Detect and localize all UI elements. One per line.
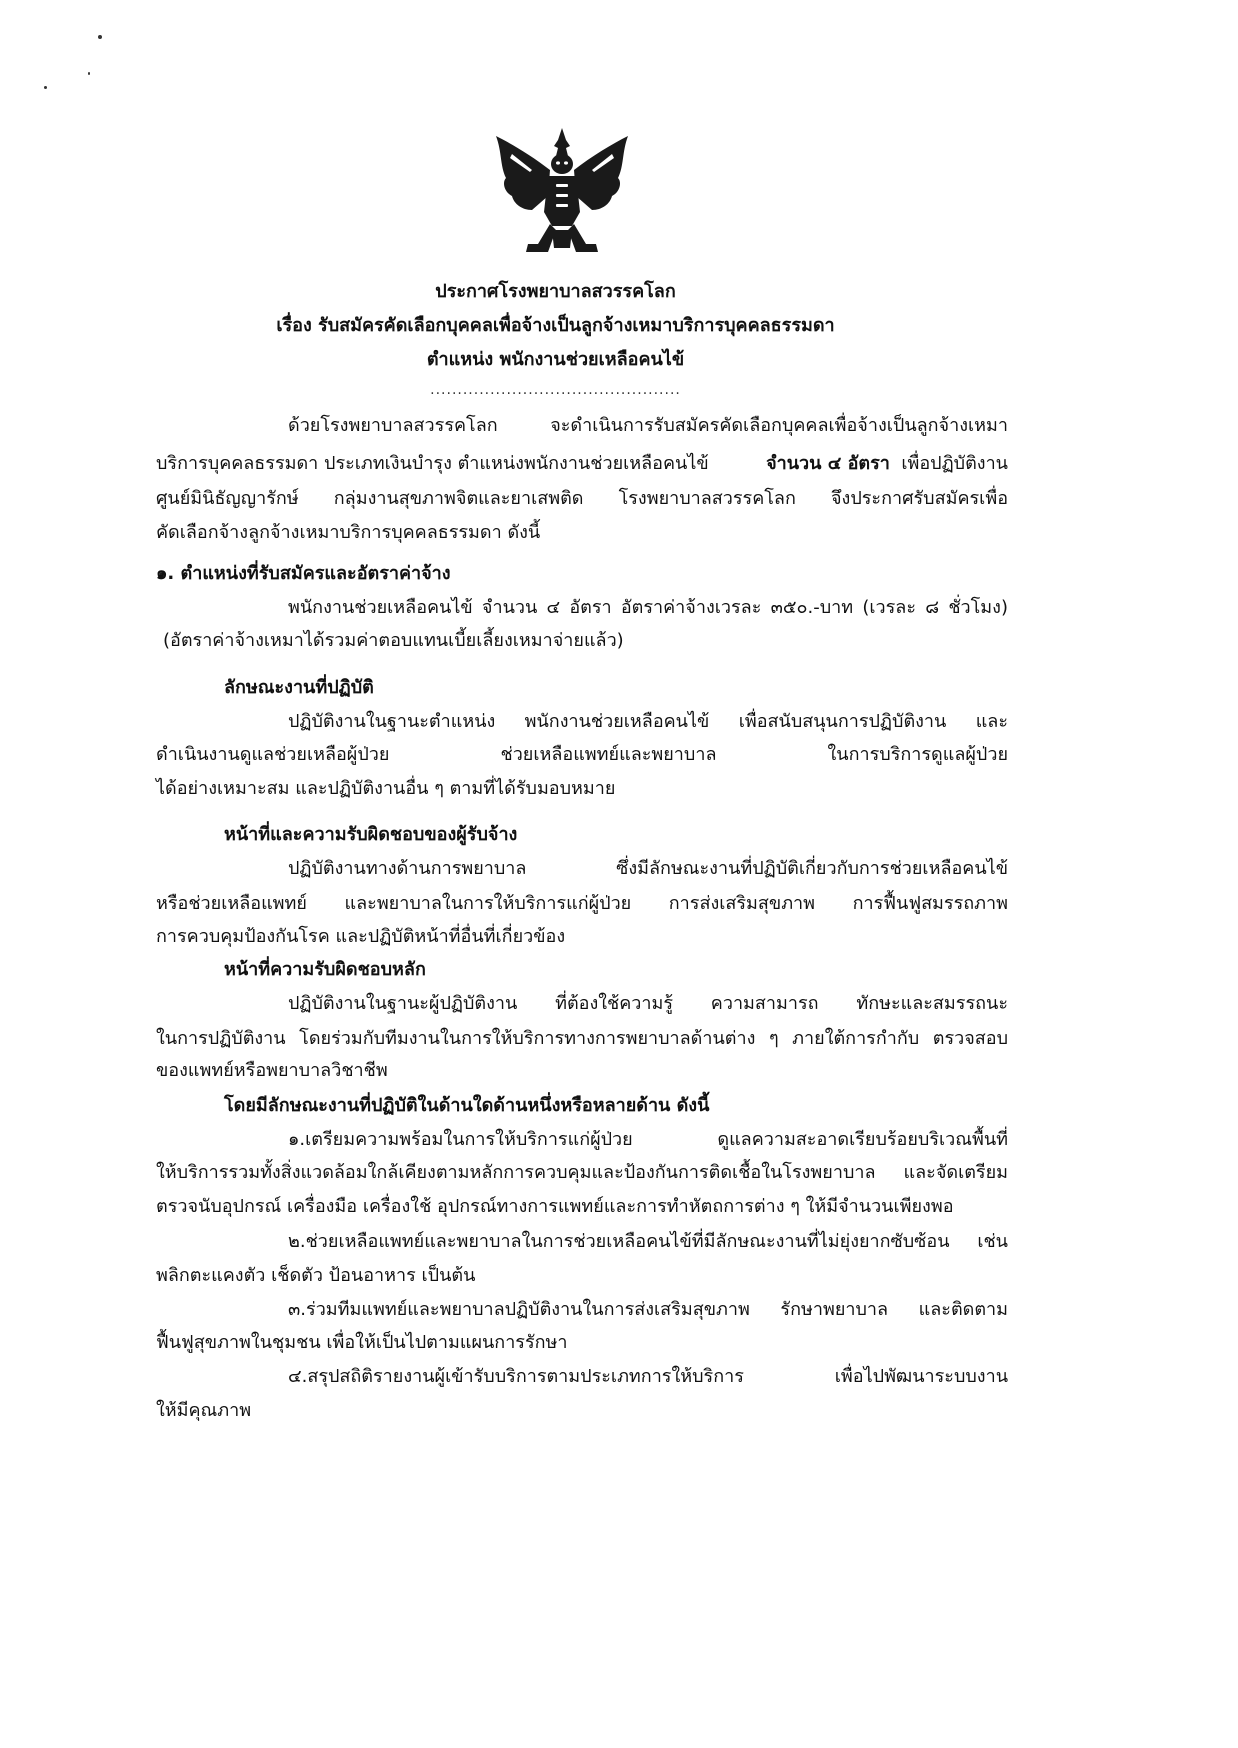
intro-line-2-tail: เพื่อปฏิบัติงาน [889, 453, 1008, 474]
nature-line-1: ปฏิบัติงานในฐานะตำแหน่ง พนักงานช่วยเหลือคนไข้ เพื่อสนับสนุนการปฏิบัติงาน และ [288, 711, 1008, 732]
garuda-emblem-icon [492, 126, 632, 260]
announcement-position: ตำแหน่ง พนักงานช่วยเหลือคนไข้ [426, 349, 685, 370]
intro-line-1: ด้วยโรงพยาบาลสวรรคโลก จะดำเนินการรับสมัครคัดเลือกบุคคลเพื่อจ้างเป็นลูกจ้างเหมา [288, 415, 1008, 436]
task-2-line-1: ๒.ช่วยเหลือแพทย์และพยาบาลในการช่วยเหลือคนไข้ที่มีลักษณะงานที่ไม่ยุ่งยากซับซ้อน เช่น [288, 1231, 1008, 1252]
intro-line-3: ศูนย์มินิธัญญารักษ์ กลุ่มงานสุขภาพจิตและยาเสพติด โรงพยาบาลสวรรคโลก จึงประกาศรับสมัครเพื่อ [156, 488, 1008, 509]
main-duties-line-3: ของแพทย์หรือพยาบาลวิชาชีพ [156, 1060, 388, 1081]
task-3-line-2: ฟื้นฟูสุขภาพในชุมชน เพื่อให้เป็นไปตามแผนการรักษา [156, 1332, 568, 1353]
announcement-title: ประกาศโรงพยาบาลสวรรคโลก [435, 281, 676, 302]
section1-line-1: พนักงานช่วยเหลือคนไข้ จำนวน ๔ อัตรา อัตราค่าจ้างเวรละ ๓๕๐.-บาท (เวรละ ๘ ชั่วโมง) [288, 597, 1008, 618]
tasks-heading: โดยมีลักษณะงานที่ปฏิบัติในด้านใดด้านหนึ่งหรือหลายด้าน ดังนี้ [224, 1095, 710, 1116]
task-1-line-1: ๑.เตรียมความพร้อมในการให้บริการแก่ผู้ป่วย ดูแลความสะอาดเรียบร้อยบริเวณพื้นที่ [288, 1129, 1008, 1150]
separator-dots: .............................................. [430, 382, 681, 398]
duties-line-2: หรือช่วยเหลือแพทย์ และพยาบาลในการให้บริการแก่ผู้ป่วย การส่งเสริมสุขภาพ การฟื้นฟูสมรรถภาพ [156, 893, 1008, 914]
duties-line-1: ปฏิบัติงานทางด้านการพยาบาล ซึ่งมีลักษณะงานที่ปฏิบัติเกี่ยวกับการช่วยเหลือคนไข้ [288, 858, 1008, 879]
task-4-line-1: ๔.สรุปสถิติรายงานผู้เข้ารับบริการตามประเภทการให้บริการ เพื่อไปพัฒนาระบบงาน [288, 1366, 1008, 1387]
intro-line-4: คัดเลือกจ้างลูกจ้างเหมาบริการบุคคลธรรมดา ดังนี้ [156, 522, 541, 543]
intro-line-2-text: บริการบุคคลธรรมดา ประเภทเงินบำรุง ตำแหน่งพนักงานช่วยเหลือคนไข้ [156, 453, 709, 474]
section1-heading: ๑. ตำแหน่งที่รับสมัครและอัตราค่าจ้าง [156, 563, 451, 584]
nature-line-2: ดำเนินงานดูแลช่วยเหลือผู้ป่วย ช่วยเหลือแพทย์และพยาบาล ในการบริการดูแลผู้ป่วย [156, 744, 1008, 765]
duties-heading: หน้าที่และความรับผิดชอบของผู้รับจ้าง [224, 824, 518, 845]
task-4-line-2: ให้มีคุณภาพ [156, 1400, 252, 1421]
duties-line-3: การควบคุมป้องกันโรค และปฏิบัติหน้าที่อื่นที่เกี่ยวข้อง [156, 926, 566, 947]
intro-line-2 [156, 452, 1008, 476]
intro-quota: จำนวน ๔ อัตรา [766, 453, 890, 474]
scan-speck [98, 35, 102, 39]
main-duties-heading: หน้าที่ความรับผิดชอบหลัก [224, 959, 426, 980]
main-duties-line-1: ปฏิบัติงานในฐานะผู้ปฏิบัติงาน ที่ต้องใช้ความรู้ ความสามารถ ทักษะและสมรรถนะ [288, 993, 1008, 1014]
task-2-line-2: พลิกตะแคงตัว เช็ดตัว ป้อนอาหาร เป็นต้น [156, 1265, 476, 1286]
scan-speck [44, 86, 47, 89]
main-duties-line-2: ในการปฏิบัติงาน โดยร่วมกับทีมงานในการให้บริการทางการพยาบาลด้านต่าง ๆ ภายใต้การกำกับ ตรวจสอบ [156, 1028, 1008, 1049]
nature-line-3: ได้อย่างเหมาะสม และปฏิบัติงานอื่น ๆ ตามที่ได้รับมอบหมาย [156, 778, 616, 799]
task-3-line-1: ๓.ร่วมทีมแพทย์และพยาบาลปฏิบัติงานในการส่งเสริมสุขภาพ รักษาพยาบาล และติดตาม [288, 1299, 1008, 1320]
section1-line-2: (อัตราค่าจ้างเหมาได้รวมค่าตอบแทนเบี้ยเลี้ยงเหมาจ่ายแล้ว) [163, 630, 624, 651]
task-1-line-3: ตรวจนับอุปกรณ์ เครื่องมือ เครื่องใช้ อุปกรณ์ทางการแพทย์และการทำหัตถการต่าง ๆ ให้มีจำนวนเพียงพอ [156, 1196, 954, 1217]
nature-heading: ลักษณะงานที่ปฏิบัติ [224, 677, 374, 698]
scan-speck [88, 72, 90, 75]
announcement-subject: เรื่อง รับสมัครคัดเลือกบุคคลเพื่อจ้างเป็นลูกจ้างเหมาบริการบุคคลธรรมดา [276, 315, 835, 336]
task-1-line-2: ให้บริการรวมทั้งสิ่งแวดล้อมใกล้เคียงตามหลักการควบคุมและป้องกันการติดเชื้อในโรงพยาบาล และจัดเตรียม [156, 1162, 1008, 1183]
